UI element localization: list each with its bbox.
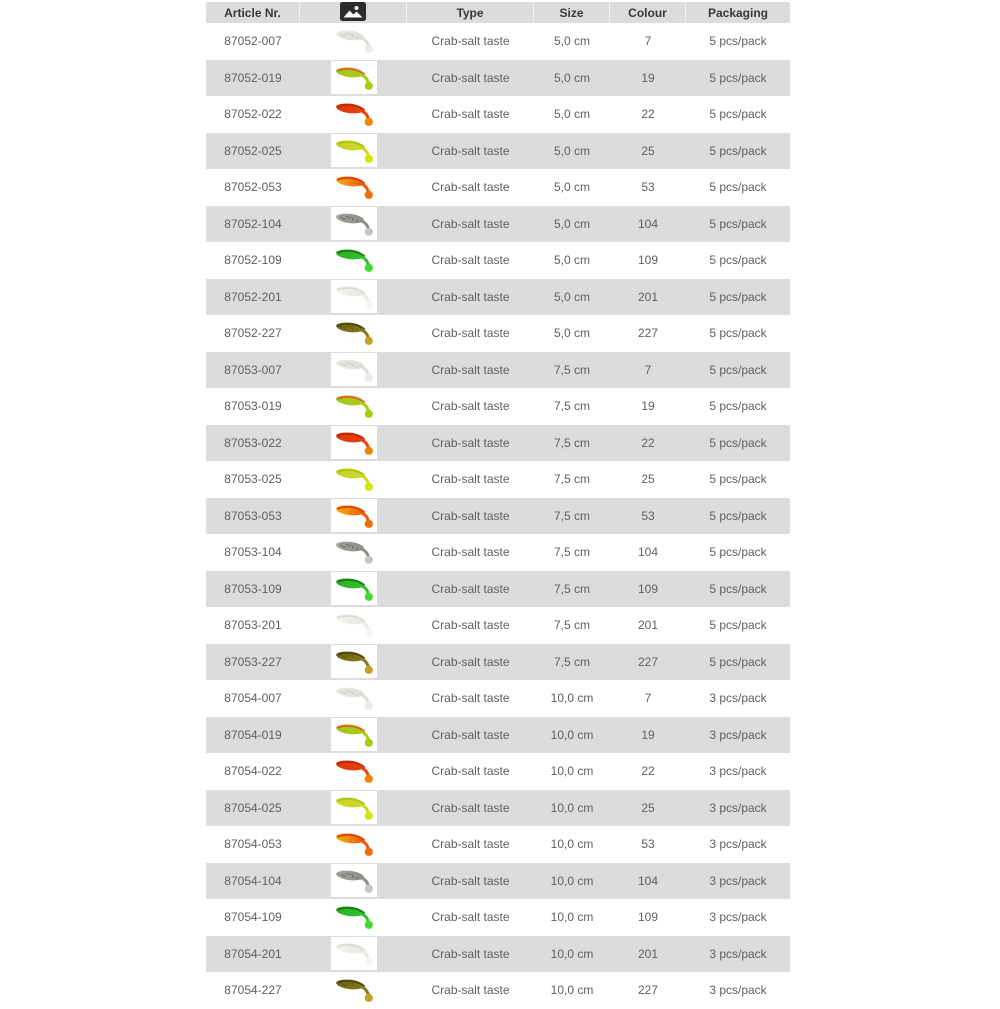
cell-colour: 227 [637, 983, 659, 998]
product-thumbnail[interactable] [331, 25, 377, 58]
cell-type: Crab-salt taste [431, 508, 510, 523]
table-row [206, 972, 790, 1009]
product-thumbnail[interactable] [331, 828, 377, 861]
cell-colour: 109 [637, 253, 659, 268]
cell-colour: 201 [637, 946, 659, 961]
cell-colour: 109 [637, 581, 659, 596]
cell-size: 5,0 cm [553, 180, 590, 195]
cell-packaging: 3 pcs/pack [709, 910, 767, 925]
cell-article: 87053-007 [224, 362, 282, 377]
table-row [206, 644, 790, 681]
cell-colour: 25 [641, 143, 655, 158]
cell-packaging: 5 pcs/pack [709, 70, 767, 85]
cell-article: 87053-019 [224, 399, 282, 414]
cell-size: 10,0 cm [550, 946, 594, 961]
cell-article: 87052-019 [224, 70, 282, 85]
cell-image [300, 425, 407, 462]
cell-article: 87053-227 [224, 654, 282, 669]
table-row [206, 534, 790, 571]
cell-image [300, 388, 407, 425]
cell-packaging: 5 pcs/pack [709, 472, 767, 487]
table-row [206, 96, 790, 133]
product-thumbnail[interactable] [331, 280, 377, 313]
cell-packaging: 5 pcs/pack [709, 545, 767, 560]
cell-image [300, 461, 407, 498]
cell-article: 87053-104 [224, 545, 282, 560]
table-row [206, 753, 790, 790]
col-header-colour [610, 2, 686, 23]
cell-size: 5,0 cm [553, 34, 590, 49]
cell-colour: 104 [637, 873, 659, 888]
cell-type: Crab-salt taste [431, 983, 510, 998]
product-thumbnail[interactable] [331, 755, 377, 788]
cell-image [300, 863, 407, 900]
cell-article: 87052-053 [224, 180, 282, 195]
cell-article: 87054-227 [224, 983, 282, 998]
cell-type: Crab-salt taste [431, 362, 510, 377]
cell-size: 7,5 cm [553, 472, 590, 487]
product-table [206, 2, 790, 1009]
cell-article: 87053-109 [224, 581, 282, 596]
cell-packaging: 5 pcs/pack [709, 399, 767, 414]
cell-type: Crab-salt taste [431, 70, 510, 85]
cell-packaging: 5 pcs/pack [709, 435, 767, 450]
cell-colour: 109 [637, 910, 659, 925]
product-thumbnail[interactable] [331, 572, 377, 605]
cell-type: Crab-salt taste [431, 764, 510, 779]
cell-image [300, 644, 407, 681]
cell-article: 87052-109 [224, 253, 282, 268]
product-thumbnail[interactable] [331, 61, 377, 94]
table-row [206, 790, 790, 827]
cell-image [300, 498, 407, 535]
cell-size: 5,0 cm [553, 70, 590, 85]
cell-colour: 19 [641, 70, 655, 85]
cell-size: 10,0 cm [550, 727, 594, 742]
product-thumbnail[interactable] [331, 791, 377, 824]
table-row [206, 826, 790, 863]
cell-size: 5,0 cm [553, 143, 590, 158]
col-header-type [407, 2, 534, 23]
cell-image [300, 206, 407, 243]
cell-image [300, 242, 407, 279]
cell-colour: 104 [637, 216, 659, 231]
table-header-row [206, 2, 790, 23]
cell-size: 7,5 cm [553, 654, 590, 669]
cell-image [300, 972, 407, 1009]
table-row [206, 242, 790, 279]
cell-colour: 201 [637, 618, 659, 633]
cell-type: Crab-salt taste [431, 837, 510, 852]
cell-size: 5,0 cm [553, 289, 590, 304]
cell-type: Crab-salt taste [431, 253, 510, 268]
table-row [206, 60, 790, 97]
cell-colour: 104 [637, 545, 659, 560]
cell-article: 87054-104 [224, 873, 282, 888]
cell-article: 87054-025 [224, 800, 282, 815]
cell-colour: 7 [644, 34, 652, 49]
cell-packaging: 5 pcs/pack [709, 289, 767, 304]
cell-type: Crab-salt taste [431, 581, 510, 596]
cell-image [300, 315, 407, 352]
cell-colour: 22 [641, 435, 655, 450]
cell-size: 10,0 cm [550, 873, 594, 888]
cell-packaging: 5 pcs/pack [709, 107, 767, 122]
col-header-packaging-label: Packaging [707, 5, 769, 20]
cell-size: 10,0 cm [550, 764, 594, 779]
cell-article: 87054-109 [224, 910, 282, 925]
cell-packaging: 5 pcs/pack [709, 326, 767, 341]
cell-image [300, 169, 407, 206]
cell-article: 87052-201 [224, 289, 282, 304]
cell-size: 7,5 cm [553, 545, 590, 560]
cell-size: 7,5 cm [553, 399, 590, 414]
cell-colour: 19 [641, 399, 655, 414]
cell-colour: 227 [637, 654, 659, 669]
table-row [206, 607, 790, 644]
cell-image [300, 279, 407, 316]
table-row [206, 169, 790, 206]
table-row [206, 717, 790, 754]
cell-type: Crab-salt taste [431, 618, 510, 633]
cell-type: Crab-salt taste [431, 180, 510, 195]
cell-packaging: 3 pcs/pack [709, 946, 767, 961]
cell-size: 5,0 cm [553, 107, 590, 122]
col-header-article [206, 2, 300, 23]
table-row [206, 133, 790, 170]
cell-image [300, 717, 407, 754]
cell-image [300, 899, 407, 936]
cell-image [300, 753, 407, 790]
table-row [206, 680, 790, 717]
cell-type: Crab-salt taste [431, 545, 510, 560]
cell-colour: 53 [641, 837, 655, 852]
cell-packaging: 5 pcs/pack [709, 362, 767, 377]
cell-packaging: 5 pcs/pack [709, 654, 767, 669]
cell-colour: 22 [641, 764, 655, 779]
cell-packaging: 3 pcs/pack [709, 764, 767, 779]
cell-image [300, 352, 407, 389]
cell-type: Crab-salt taste [431, 216, 510, 231]
cell-type: Crab-salt taste [431, 399, 510, 414]
cell-packaging: 5 pcs/pack [709, 581, 767, 596]
cell-image [300, 936, 407, 973]
cell-image [300, 680, 407, 717]
product-thumbnail[interactable] [331, 682, 377, 715]
table-row [206, 899, 790, 936]
cell-packaging: 3 pcs/pack [709, 800, 767, 815]
product-thumbnail[interactable] [331, 390, 377, 423]
cell-type: Crab-salt taste [431, 143, 510, 158]
table-row [206, 425, 790, 462]
cell-image [300, 826, 407, 863]
cell-type: Crab-salt taste [431, 472, 510, 487]
table-row [206, 863, 790, 900]
col-header-size-label: Size [559, 5, 584, 20]
cell-type: Crab-salt taste [431, 691, 510, 706]
cell-size: 7,5 cm [553, 435, 590, 450]
col-header-article-label: Article Nr. [224, 5, 281, 20]
cell-colour: 25 [641, 472, 655, 487]
cell-image [300, 133, 407, 170]
cell-packaging: 3 pcs/pack [709, 727, 767, 742]
cell-colour: 201 [637, 289, 659, 304]
table-row [206, 388, 790, 425]
cell-image [300, 790, 407, 827]
cell-size: 5,0 cm [553, 253, 590, 268]
product-thumbnail[interactable] [331, 499, 377, 532]
table-row [206, 352, 790, 389]
product-thumbnail[interactable] [331, 244, 377, 277]
cell-size: 7,5 cm [553, 618, 590, 633]
product-thumbnail[interactable] [331, 718, 377, 751]
col-header-colour-label: Colour [628, 5, 667, 20]
product-thumbnail[interactable] [331, 937, 377, 970]
cell-colour: 7 [644, 691, 652, 706]
cell-article: 87052-007 [224, 34, 282, 49]
product-thumbnail[interactable] [331, 171, 377, 204]
cell-colour: 7 [644, 362, 652, 377]
cell-article: 87053-022 [224, 435, 282, 450]
cell-article: 87054-019 [224, 727, 282, 742]
cell-colour: 19 [641, 727, 655, 742]
cell-type: Crab-salt taste [431, 326, 510, 341]
cell-packaging: 5 pcs/pack [709, 253, 767, 268]
cell-packaging: 3 pcs/pack [709, 983, 767, 998]
table-row [206, 279, 790, 316]
cell-image [300, 534, 407, 571]
cell-size: 10,0 cm [550, 691, 594, 706]
cell-type: Crab-salt taste [431, 34, 510, 49]
cell-type: Crab-salt taste [431, 107, 510, 122]
product-thumbnail[interactable] [331, 901, 377, 934]
cell-type: Crab-salt taste [431, 946, 510, 961]
cell-packaging: 3 pcs/pack [709, 837, 767, 852]
cell-colour: 53 [641, 180, 655, 195]
product-thumbnail[interactable] [331, 426, 377, 459]
cell-packaging: 5 pcs/pack [709, 508, 767, 523]
cell-packaging: 3 pcs/pack [709, 873, 767, 888]
cell-size: 7,5 cm [553, 508, 590, 523]
cell-image [300, 60, 407, 97]
table-row [206, 461, 790, 498]
cell-article: 87052-025 [224, 143, 282, 158]
product-thumbnail[interactable] [331, 463, 377, 496]
col-header-size [534, 2, 610, 23]
table-row [206, 315, 790, 352]
table-body [206, 23, 790, 1009]
image-icon [340, 2, 366, 24]
table-row [206, 23, 790, 60]
product-thumbnail[interactable] [331, 134, 377, 167]
cell-type: Crab-salt taste [431, 435, 510, 450]
table-row [206, 206, 790, 243]
cell-packaging: 5 pcs/pack [709, 216, 767, 231]
cell-size: 7,5 cm [553, 362, 590, 377]
table-row [206, 498, 790, 535]
cell-type: Crab-salt taste [431, 800, 510, 815]
product-thumbnail[interactable] [331, 207, 377, 240]
cell-type: Crab-salt taste [431, 873, 510, 888]
cell-colour: 227 [637, 326, 659, 341]
cell-article: 87052-227 [224, 326, 282, 341]
col-header-type-label: Type [456, 5, 484, 20]
cell-packaging: 5 pcs/pack [709, 143, 767, 158]
cell-type: Crab-salt taste [431, 654, 510, 669]
cell-article: 87052-022 [224, 107, 282, 122]
cell-size: 10,0 cm [550, 910, 594, 925]
cell-image [300, 96, 407, 133]
cell-colour: 22 [641, 107, 655, 122]
cell-article: 87054-053 [224, 837, 282, 852]
cell-article: 87053-053 [224, 508, 282, 523]
cell-type: Crab-salt taste [431, 727, 510, 742]
cell-packaging: 5 pcs/pack [709, 34, 767, 49]
cell-packaging: 5 pcs/pack [709, 618, 767, 633]
product-thumbnail[interactable] [331, 864, 377, 897]
col-header-image [300, 2, 407, 23]
cell-size: 10,0 cm [550, 837, 594, 852]
cell-size: 10,0 cm [550, 800, 594, 815]
col-header-packaging [686, 2, 790, 23]
cell-article: 87054-007 [224, 691, 282, 706]
cell-article: 87054-201 [224, 946, 282, 961]
cell-article: 87054-022 [224, 764, 282, 779]
cell-colour: 25 [641, 800, 655, 815]
cell-type: Crab-salt taste [431, 910, 510, 925]
cell-article: 87053-201 [224, 618, 282, 633]
product-thumbnail[interactable] [331, 353, 377, 386]
cell-size: 7,5 cm [553, 581, 590, 596]
table-row [206, 571, 790, 608]
cell-size: 5,0 cm [553, 216, 590, 231]
cell-size: 10,0 cm [550, 983, 594, 998]
cell-image [300, 607, 407, 644]
cell-packaging: 3 pcs/pack [709, 691, 767, 706]
table-row [206, 936, 790, 973]
cell-image [300, 571, 407, 608]
product-thumbnail[interactable] [331, 609, 377, 642]
product-thumbnail[interactable] [331, 98, 377, 131]
cell-packaging: 5 pcs/pack [709, 180, 767, 195]
cell-image [300, 23, 407, 60]
cell-size: 5,0 cm [553, 326, 590, 341]
product-thumbnail[interactable] [331, 645, 377, 678]
cell-article: 87053-025 [224, 472, 282, 487]
cell-article: 87052-104 [224, 216, 282, 231]
cell-type: Crab-salt taste [431, 289, 510, 304]
product-thumbnail[interactable] [331, 317, 377, 350]
product-thumbnail[interactable] [331, 536, 377, 569]
product-thumbnail[interactable] [331, 974, 377, 1007]
cell-colour: 53 [641, 508, 655, 523]
